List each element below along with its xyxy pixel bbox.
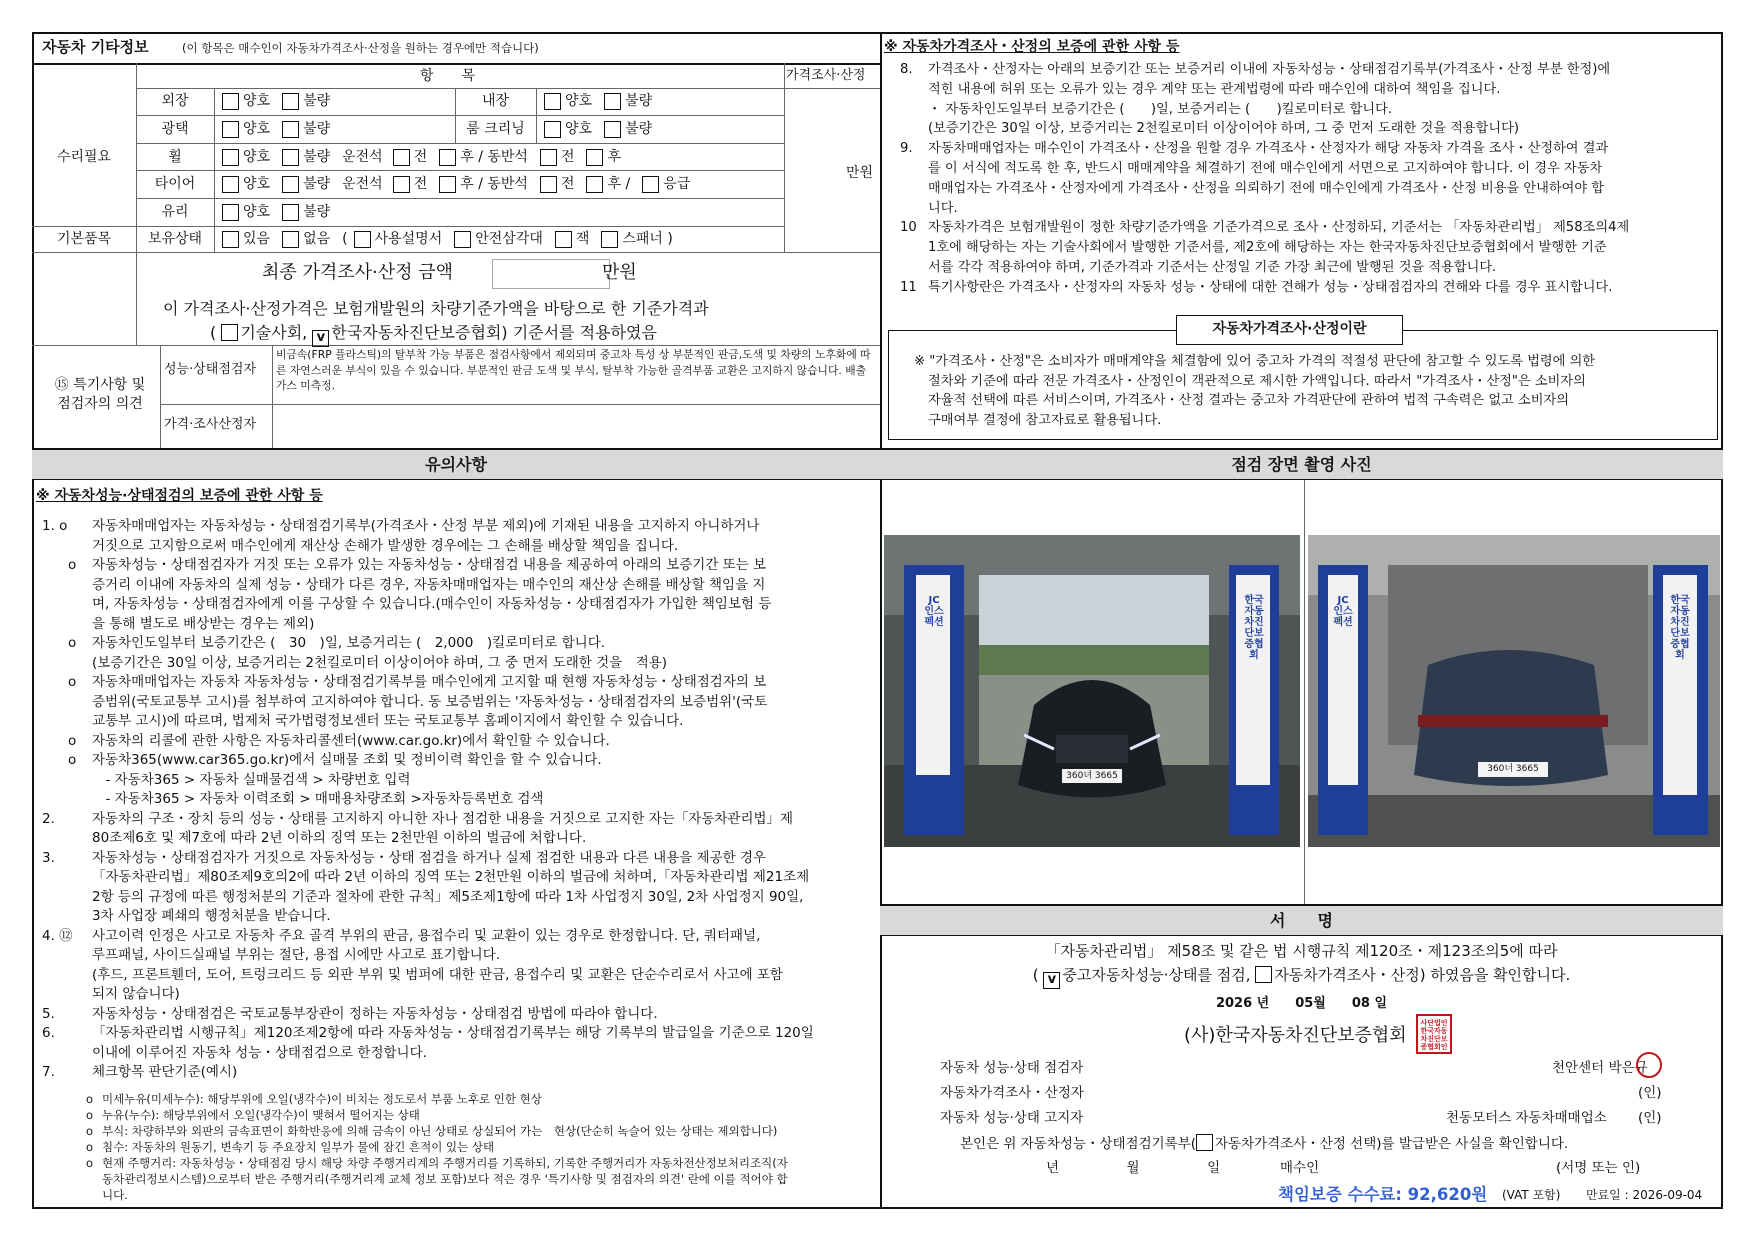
front-inspection-photo [884, 535, 1300, 847]
tire-passenger-front-checkbox[interactable] [540, 176, 557, 193]
notes-line: 「자동차관리법」제80조제9호의2에 따라 2년 이하의 징역 또는 2천만원 이하의 벌금에 처하며,「자동차관리법 제21조제 [92, 869, 810, 885]
notes-line: - 자동차365 > 자동차 실매물검색 > 차량번호 입력 [92, 771, 411, 788]
final-amount-label: 최종 가격조사·산정 금액 [262, 262, 454, 283]
receipt-line: 본인은 위 자동차성능・상태점검기록부( 자동차가격조사・산정 선택)를 발급받은 사실을 확인합니다. [960, 1136, 1569, 1152]
basis-tech-society-checkbox[interactable] [221, 324, 238, 341]
notes-line: 루프패널, 사이드실패널 부위는 절단, 용접 시에만 사고로 표기합니다. [92, 947, 501, 963]
notes-line: 3. 자동차성능・상태점검자가 거짓으로 자동차성능・상태 점검을 하거나 실제 점검한 내용과 다른 내용을 제공한 경우 [42, 849, 767, 866]
row-label-interior: 내장 [481, 93, 510, 109]
row-label-tire: 타이어 [154, 176, 196, 192]
rear-sign-left: JC 인스펙션 [1333, 595, 1353, 628]
wheel-good-checkbox[interactable] [222, 149, 239, 166]
interior-options: 양호 불량 [544, 92, 664, 111]
tire-driver-rear-checkbox[interactable] [439, 176, 456, 193]
special-notes-label: ⑮ 특기사항 및 점검자의 의견 [54, 377, 146, 412]
price-warranty-line: ・ 자동차인도일부터 보증기간은 ( )일, 보증거리는 ( )킬로미터로 합니다. [928, 101, 1393, 117]
room-cleaning-options: 양호 불량 [544, 120, 664, 139]
criteria-line: 니다. [102, 1188, 128, 1202]
price-warranty-line: 를 이 서식에 적도록 한 후, 반드시 매매계약을 체결하기 전에 매수인에게 서면으로 고지하여야 합니다. 이 경우 자동차 [928, 160, 1603, 176]
tire-bad-checkbox[interactable] [282, 176, 299, 193]
photos-band: 점검 장면 촬영 사진 [880, 448, 1723, 480]
notes-list [42, 517, 876, 1083]
exterior-options: 양호 불량 [222, 92, 342, 111]
price-warranty-title: ※ 자동차가격조사・산정의 보증에 관한 사항 등 [884, 39, 1180, 55]
appraiser-label: 자동차가격조사・산정자 [940, 1085, 1084, 1101]
buyer-sign: (서명 또는 인) [1556, 1160, 1641, 1176]
signature-law-line: 「자동차관리법」 제58조 및 같은 법 시행규칙 제120조・제123조의5에 따라 [1045, 942, 1558, 960]
notes-line: 며, 자동차성능・상태점검자에게 이를 구상할 수 있습니다.(매수인이 자동차성능・상태점검자가 가입한 책임보험 등 [92, 596, 772, 612]
notes-line: 거짓으로 고지함으로써 매수인에게 재산상 손해가 발생한 경우에는 그 손해를 배상할 책임을 집니다. [92, 537, 679, 554]
criteria-list [86, 1091, 876, 1203]
final-amount-input[interactable] [492, 259, 610, 289]
price-warranty-line: 매매업자는 가격조사・산정자에게 가격조사・산정을 의뢰하기 전에 매수인에게 가격조사・산정 비용을 안내하여야 합 [928, 180, 1605, 196]
signature-band: 서 명 [880, 904, 1723, 936]
notes-band: 유의사항 [32, 448, 880, 480]
inspector-value: 천안센터 박은규 [1552, 1060, 1648, 1076]
notes-line: 증범위(국토교통부 고시)를 첨부하여 고지하여야 합니다. 동 보증범위는 '자동차성능・상태점검자의 보증범위'(국토 [92, 693, 768, 710]
basic-none-checkbox[interactable] [282, 231, 299, 248]
basis-kaida-checkbox[interactable]: v [312, 330, 329, 347]
notes-line: 6. 「자동차관리법 시행규칙」제120조제2항에 따라 자동차성능・상태점검기록부는 해당 기록부의 발급일을 기준으로 120일 [42, 1025, 814, 1041]
price-warranty-line: 서를 각각 적용하여야 하며, 기준가격과 기준서는 산정일 기준 가장 최근에 발행된 것을 적용합니다. [928, 259, 1497, 275]
org-seal-stamp: 사단법인한국자동차진단보증협회인 [1416, 1014, 1452, 1054]
receipt-price-checkbox[interactable] [1196, 1134, 1213, 1151]
notes-line: 이내에 이루어진 자동차 성능・상태점검으로 한정합니다. [92, 1044, 427, 1061]
price-definition-title: 자동차가격조사·산정이란 [1176, 315, 1403, 345]
jack-checkbox[interactable] [555, 231, 572, 248]
row-label-gloss: 광택 [161, 121, 189, 137]
expiry-date: 만료일 : 2026-09-04 [1586, 1188, 1703, 1202]
signature-org: (사)한국자동차진단보증협회 [1184, 1025, 1407, 1046]
inspector-opinion-text: 비금속(FRP 플라스틱)의 탈부착 가능 부품은 점검사항에서 제외되며 중고차 특성 상 부분적인 판금,도색 및 차량의 노후화에 따른 자연스러운 부식이 있을 수 있습니다. 부분적인 판금 도색 및 부식, 탈부착 가능한 골격부품 교환은 고지하지 않습니다. 배출가스 미측정. [276, 348, 871, 392]
price-unit-won: 만원 [846, 165, 874, 181]
price-warranty-line: 8. 가격조사・산정자는 아래의 보증기간 또는 보증거리 이내에 자동차성능・상태점검기록부(가격조사・산정 부분 한정)에 [900, 62, 1611, 77]
inspector-opinion-label: 성능·상태점검자 [164, 362, 257, 377]
criteria-line: o 현재 주행거리: 자동차성능・상태점검 당시 해당 차량 주행거리계의 주행거리를 기록하되, 기록한 주행거리가 자동차전산정보처리조직(자 [86, 1156, 788, 1170]
notes-line: 2. 자동차의 구조・장치 등의 성능・상태를 고지하지 아니한 자나 점검한 내용을 거짓으로 고지한 자는「자동차관리법」제 [42, 810, 794, 827]
confirm-inspection-checkbox[interactable]: v [1043, 972, 1060, 989]
basic-items-status-label: 보유상태 [147, 231, 203, 247]
final-amount-unit: 만원 [602, 262, 637, 283]
wheel-passenger-rear-checkbox[interactable] [586, 149, 603, 166]
tire-emergency-checkbox[interactable] [642, 176, 659, 193]
tire-driver-front-checkbox[interactable] [393, 176, 410, 193]
basic-has-checkbox[interactable] [222, 231, 239, 248]
price-definition-line: 절차와 기준에 따라 전문 가격조사・산정인이 객관적으로 제시한 가액입니다. 따라서 "가격조사・산정"은 소비자의 [928, 373, 1586, 389]
other-info-title: 자동차 기타정보 [42, 38, 149, 56]
criteria-line: o 미세누유(미세누수): 해당부위에 오일(냉각수)이 비치는 정도로서 부품 노후로 인한 현상 [86, 1092, 542, 1106]
price-definition-line: 구매여부 결정에 참고자료로 활용됩니다. [928, 412, 1162, 428]
price-warranty-line: (보증기간은 30일 이상, 보증거리는 2천킬로미터 이상이어야 하며, 그 중 먼저 도래한 것을 적용합니다) [928, 121, 1519, 137]
exterior-bad-checkbox[interactable] [282, 93, 299, 110]
tire-good-checkbox[interactable] [222, 176, 239, 193]
appraiser-seal: (인) [1638, 1085, 1662, 1101]
rear-sign-right: 한국자동차진단보증협회 [1670, 595, 1690, 661]
appraiser-opinion-label: 가격·조사산정자 [164, 417, 257, 432]
col-price-header: 가격조사·산정 [786, 68, 866, 83]
glass-good-checkbox[interactable] [222, 204, 239, 221]
center-divider [880, 32, 882, 1209]
notes-line: o 자동차의 리콜에 관한 사항은 자동차리콜센터(www.car.go.kr)에서 확인할 수 있습니다. [68, 732, 610, 749]
price-warranty-line: 11 특기사항란은 가격조사・산정자의 자동차 성능・상태에 대한 견해가 성능・상태점검자의 견해와 다를 경우 표시합니다. [900, 279, 1613, 295]
glass-options: 양호 불량 [222, 203, 342, 222]
spanner-checkbox[interactable] [601, 231, 618, 248]
notifier-seal: (인) [1638, 1110, 1662, 1126]
notes-line: 3차 사업장 폐쇄의 행정처분을 받습니다. [92, 908, 331, 924]
basic-items-options: 있음 없음 ( 사용설명서 안전삼각대 잭 스패너 ) [222, 230, 685, 249]
notes-line: o 자동차인도일부터 보증기간은 ( 30 )일, 보증거리는 ( 2,000 )킬로미터로 합니다. [68, 635, 606, 651]
notes-line: 5. 자동차성능・상태점검은 국토교통부장관이 정하는 자동차성능・상태점검 방법에 따라야 합니다. [42, 1005, 658, 1022]
price-definition-text [914, 352, 1714, 430]
title-underline [32, 63, 880, 65]
notes-line: 을 통해 별도로 배상받는 경우는 제외) [92, 615, 315, 632]
interior-bad-checkbox[interactable] [604, 93, 621, 110]
price-warranty-items [900, 60, 1716, 298]
repair-needed-label: 수리필요 [56, 149, 112, 165]
exterior-good-checkbox[interactable] [222, 93, 239, 110]
wheel-driver-rear-checkbox[interactable] [439, 149, 456, 166]
rear-plate: 360너 3665 [1478, 762, 1548, 777]
warranty-fee-vat: (VAT 포함) [1502, 1188, 1561, 1202]
rear-inspection-photo [1308, 535, 1720, 847]
other-info-note: (이 항목은 매수인이 자동차가격조사·산정을 원하는 경우에만 적습니다) [182, 41, 539, 55]
row-label-exterior: 외장 [161, 93, 189, 109]
notes-line: 1. o 자동차매매업자는 자동차성능・상태점검기록부(가격조사・산정 부분 제외)에 기재된 내용을 고지하지 아니하거나 [42, 518, 760, 534]
notifier-label: 자동차 성능·상태 고지자 [940, 1110, 1084, 1126]
notes-line: (후드, 프론트휀더, 도어, 트렁크리드 등 외판 부위 및 범퍼에 대한 판금, 용접수리 및 교환은 단순수리로서 사고에 포함 [92, 966, 783, 983]
notes-line: (보증기간은 30일 이상, 보증거리는 2천킬로미터 이상이어야 하며, 그 중 먼저 도래한 것을 적용) [92, 654, 668, 671]
notes-line: 증거리 이내에 자동차의 실제 성능・상태가 다른 경우, 자동차매매업자는 매수인의 재산상 손해를 배상할 책임을 지 [92, 576, 766, 593]
wheel-options: 양호 불량 운전석 전 후 / 동반석 전 후 [222, 148, 633, 167]
gloss-options: 양호 불량 [222, 120, 342, 139]
front-plate: 360녀 3665 [1062, 769, 1122, 783]
price-definition-line: ※ "가격조사・산정"은 소비자가 매매계약을 체결함에 있어 중고차 가격의 적절성 판단에 참고할 수 있도록 법령에 의한 [914, 354, 1596, 369]
row-label-wheel: 휠 [168, 149, 182, 165]
criteria-line: o 누유(누수): 해당부위에서 오일(냉각수)이 맺혀서 떨어지는 상태 [86, 1108, 420, 1122]
notes-line: 4. ⑫ 사고이력 인정은 사고로 자동차 주요 골격 부위의 판금, 용접수리 및 교환이 있는 경우로 한정합니다. 단, 쿼터패널, [42, 927, 761, 944]
room-bad-checkbox[interactable] [604, 121, 621, 138]
row-label-glass: 유리 [161, 204, 189, 220]
notes-line: 교통부 고시)에 따르며, 법제처 국가법령정보센터 또는 국토교통부 홈페이지에서 확인할 수 있습니다. [92, 713, 684, 729]
criteria-line: 동차관리정보시스템)으로부터 받은 주행거리(주행거리계 교체 정보 포함)보다 적은 경우 '특기사항 및 점검자의 의견' 란에 이를 적어야 합 [102, 1172, 788, 1186]
price-warranty-line: 1호에 해당하는 자는 기술사회에서 발행한 기준서를, 제2호에 해당하는 자는 한국자동차진단보증협회에서 발행한 기준 [928, 240, 1607, 256]
front-sign-left: JC 인스펙션 [924, 595, 944, 628]
signature-date: 2026 년 05월 08 일 [1215, 996, 1388, 1011]
price-warranty-line: 니다. [928, 200, 958, 216]
gloss-good-checkbox[interactable] [222, 121, 239, 138]
tire-passenger-rear-checkbox[interactable] [586, 176, 603, 193]
notes-line: 되지 않습니다) [92, 986, 180, 1002]
performance-warranty-title: ※ 자동차성능·상태점검의 보증에 관한 사항 등 [36, 488, 323, 504]
criteria-line: o 침수: 자동차의 원동기, 변속기 등 주요장치 일부가 물에 잠긴 흔적이 있는 상태 [86, 1140, 495, 1154]
signature-confirm-line: ( v 중고자동차성능·상태를 점검, 자동차가격조사・산정) 하였음을 확인합니다. [1032, 966, 1571, 987]
notifier-value: 천동모터스 자동차매매업소 [1446, 1110, 1607, 1126]
interior-good-checkbox[interactable] [544, 93, 561, 110]
wheel-passenger-front-checkbox[interactable] [540, 149, 557, 166]
confirm-price-checkbox[interactable] [1255, 966, 1272, 983]
basic-items-label: 기본품목 [56, 231, 112, 247]
notes-line: o 자동차매매업자는 자동차 자동차성능・상태점검기록부를 매수인에게 고지할 때 현행 자동차성능・상태점검자의 보 [68, 674, 767, 690]
basis-line-2: ( 기술사회, v 한국자동차진단보증협회) 기준서를 적용하였음 [210, 323, 657, 345]
price-warranty-line: 9. 자동차매매업자는 매수인이 가격조사・산정을 원할 경우 가격조사・산정자가 해당 자동차 가격을 조사・산정하여 결과 [900, 141, 1609, 157]
inspector-seal-icon [1636, 1052, 1662, 1078]
room-good-checkbox[interactable] [544, 121, 561, 138]
tire-options: 양호 불량 운전석 전 후 / 동반석 전 후 / 응급 [222, 175, 702, 194]
receipt-date-blank: 년 월 일 [1046, 1160, 1221, 1176]
wheel-bad-checkbox[interactable] [282, 149, 299, 166]
front-sign-right: 한국자동차진단보증협회 [1244, 595, 1264, 661]
row-label-room-cleaning: 룸 크리닝 [466, 121, 525, 137]
buyer-label: 매수인 [1280, 1160, 1320, 1176]
notes-line: 80조제6호 및 제7호에 따라 2년 이하의 징역 또는 2천만원 이하의 벌금에 처합니다. [92, 830, 587, 846]
glass-bad-checkbox[interactable] [282, 204, 299, 221]
inspector-label: 자동차 성능·상태 점검자 [940, 1060, 1084, 1076]
notes-line: - 자동차365 > 자동차 이력조회 > 매매용차량조회 >자동차등록번호 검색 [92, 791, 544, 807]
notes-line: o 자동차성능・상태점검자가 거짓 또는 오류가 있는 자동차성능・상태점검 내용을 제공하여 아래의 보증기간 또는 보 [68, 557, 767, 573]
wheel-driver-front-checkbox[interactable] [393, 149, 410, 166]
price-warranty-line: 10 자동차가격은 보험개발원이 정한 차량기준가액을 기준가격으로 조사・산정하되, 기준서는 「자동차관리법」 제58조의4제 [900, 220, 1630, 236]
criteria-line: o 부식: 차량하부와 외판의 금속표면이 화학반응에 의해 금속이 아닌 상태로 상실되어 가는 현상(단순히 녹슬어 있는 상태는 제외합니다) [86, 1124, 778, 1138]
notes-line: 2항 등의 규정에 따른 행정처분의 기준과 절차에 관한 규칙」제5조제1항에 따라 1차 사업정지 30일, 2차 사업정지 90일, [92, 888, 804, 905]
gloss-bad-checkbox[interactable] [282, 121, 299, 138]
warranty-fee: 책임보증 수수료: 92,620원 [1278, 1185, 1488, 1204]
price-definition-line: 자율적 선택에 따른 서비스이며, 가격조사・산정 결과는 중고차 가격판단에 관하여 법적 구속력은 없고 소비자의 [928, 393, 1569, 408]
manual-checkbox[interactable] [354, 231, 371, 248]
basis-line-1: 이 가격조사·산정가격은 보험개발원의 차량기준가액을 바탕으로 한 기준가격과 [163, 299, 709, 318]
notes-line: o 자동차365(www.car365.go.kr)에서 실매물 조회 및 정비이력 확인을 할 수 있습니다. [68, 752, 602, 768]
triangle-checkbox[interactable] [454, 231, 471, 248]
price-warranty-line: 적힌 내용에 허위 또는 오류가 있는 경우 계약 또는 관계법령에 따라 매수인에 대하여 책임을 집니다. [928, 81, 1501, 97]
notes-line: 7. 체크항목 판단기준(예시) [42, 1064, 238, 1080]
col-item-header: 항 목 [420, 68, 476, 84]
